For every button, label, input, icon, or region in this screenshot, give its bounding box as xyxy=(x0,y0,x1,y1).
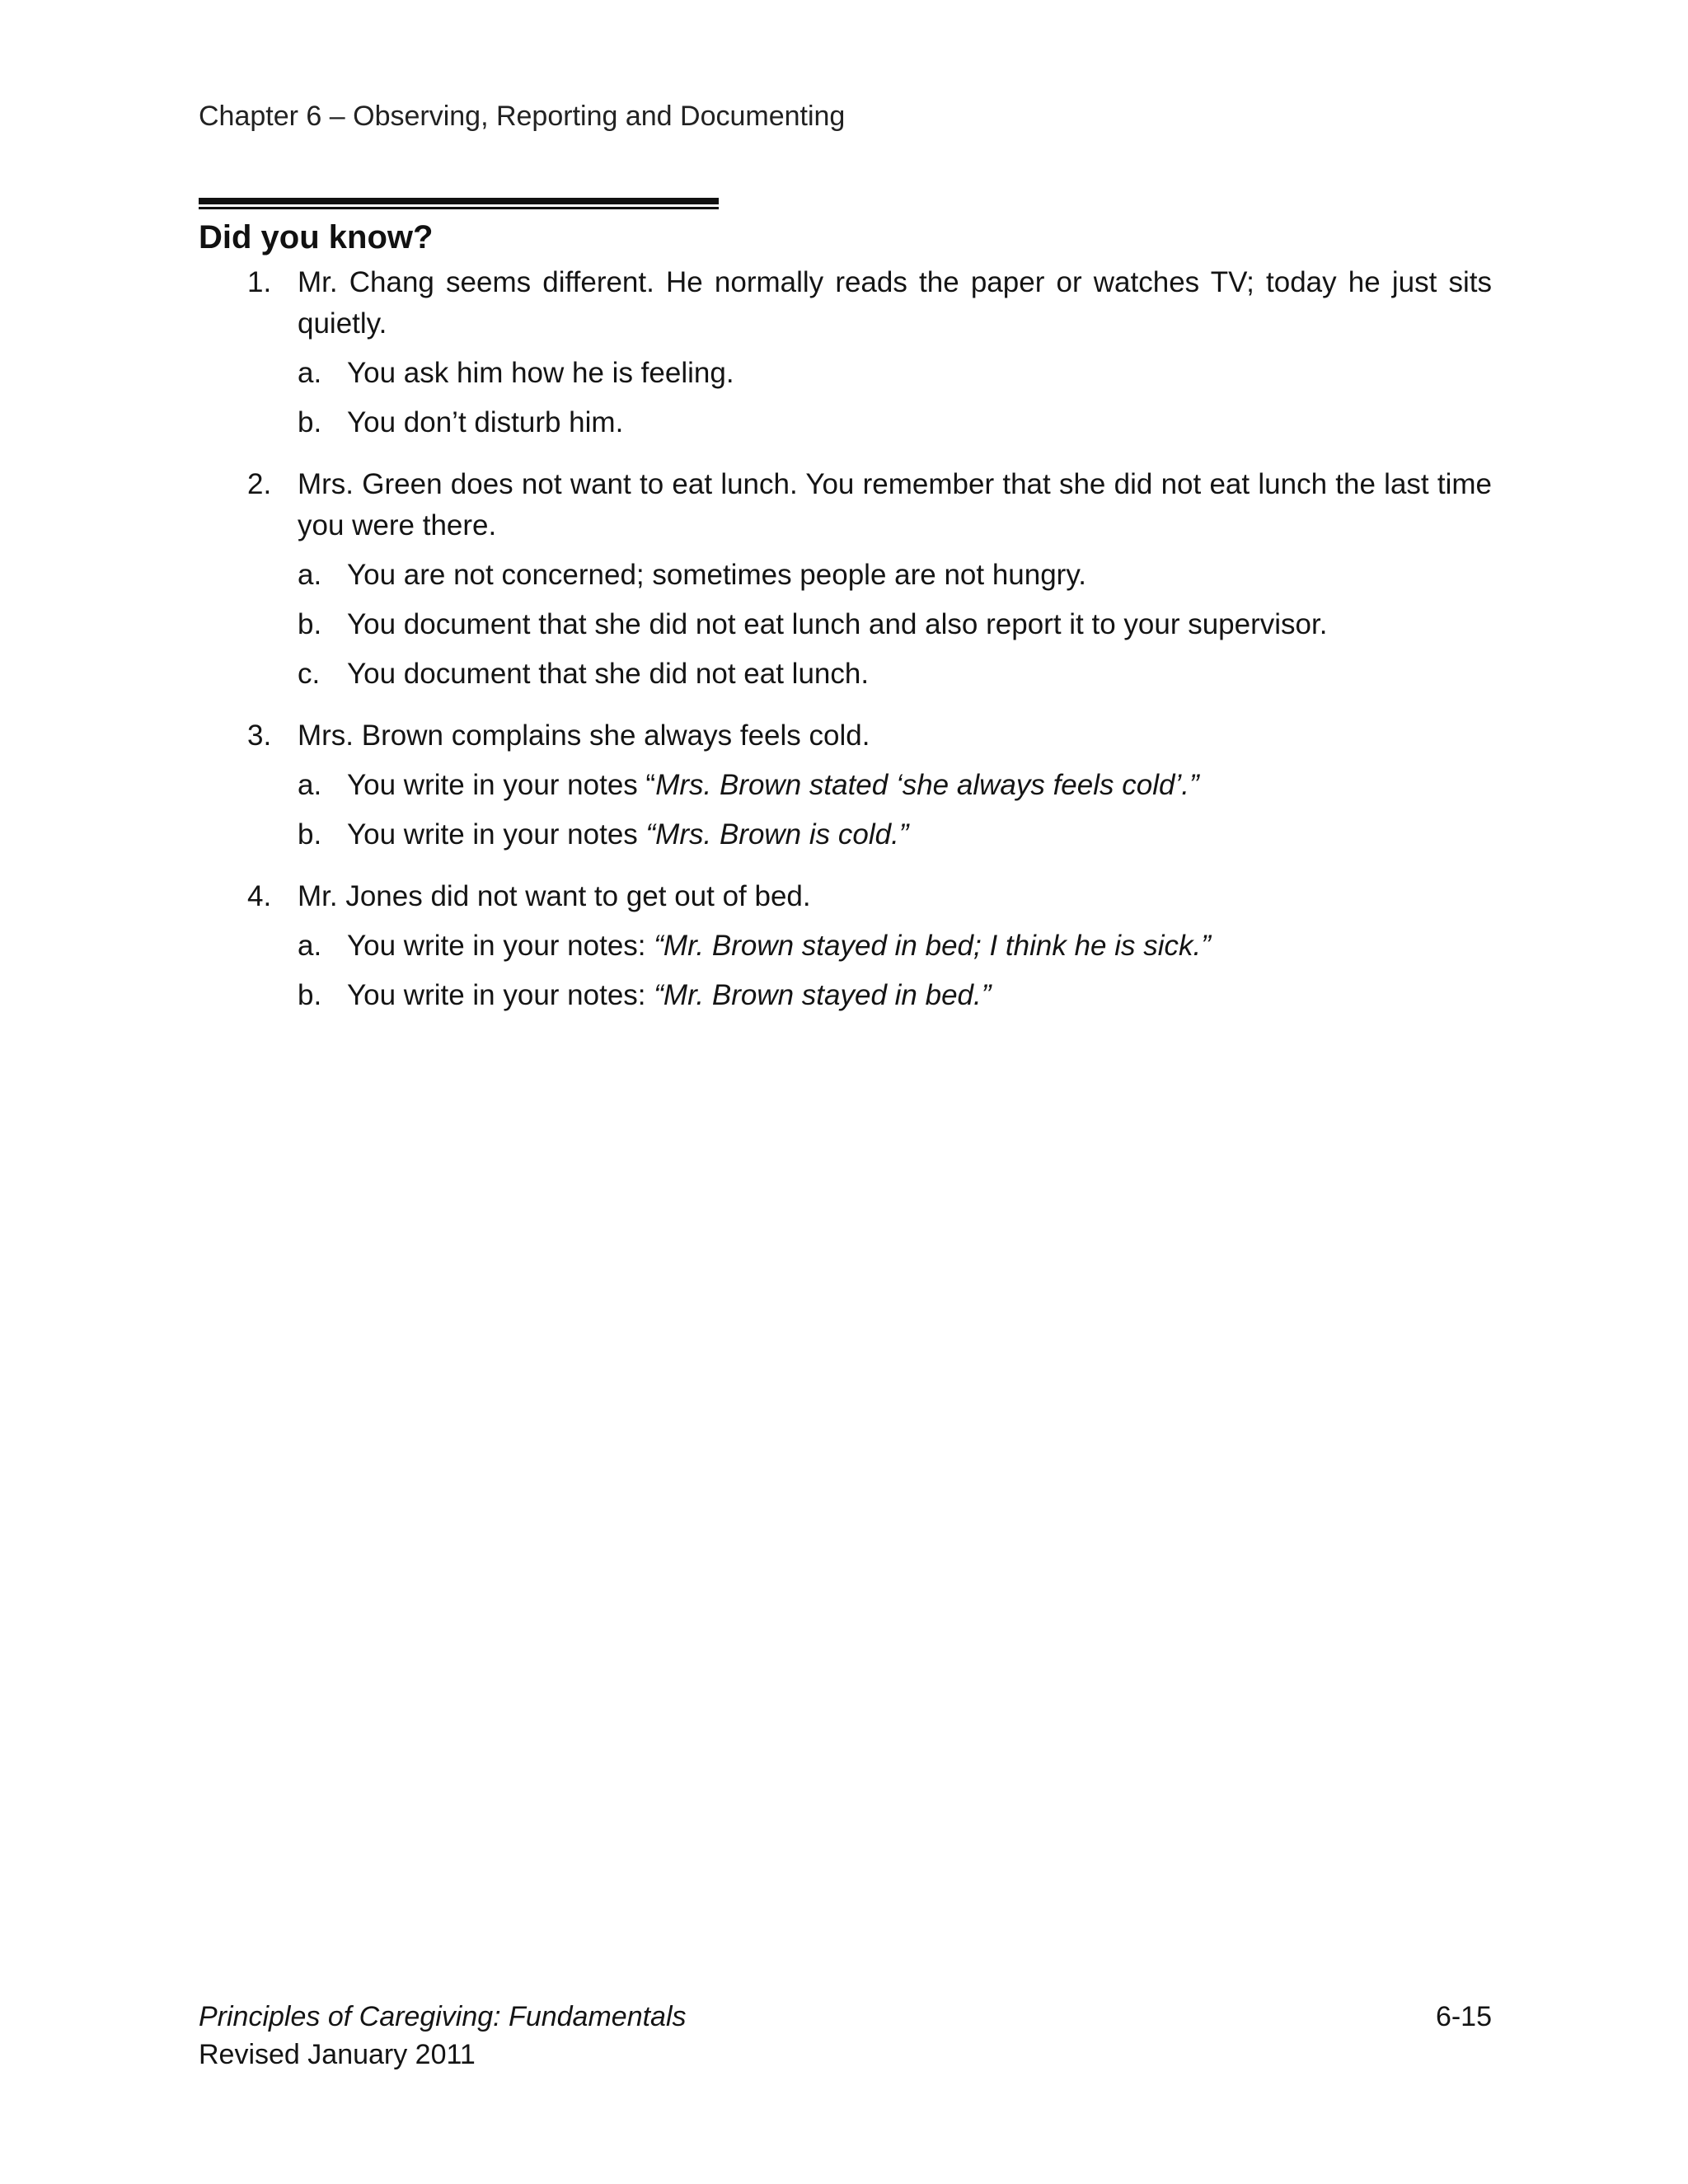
footer-book-title: Principles of Caregiving: Fundamentals xyxy=(199,2001,687,2032)
question-1 xyxy=(199,262,1492,443)
question-4 xyxy=(199,876,1492,1016)
option-letter: b. xyxy=(298,406,322,438)
question-list xyxy=(199,262,1492,1037)
option-4b xyxy=(298,975,1492,1016)
page-number: 6-15 xyxy=(1435,2001,1492,2032)
section-title: Did you know? xyxy=(199,219,434,255)
divider-thin-line xyxy=(199,207,719,209)
option-letter: b. xyxy=(298,979,322,1011)
option-quote: Mrs. Brown stated ‘she always feels cold’.” xyxy=(655,769,1199,801)
option-quote: “Mr. Brown stayed in bed.” xyxy=(654,979,992,1011)
option-2a xyxy=(298,555,1492,596)
option-text: You write in your notes: xyxy=(347,979,654,1011)
option-letter: b. xyxy=(298,818,322,851)
question-3 xyxy=(199,715,1492,855)
section-divider xyxy=(199,198,719,209)
option-letter: c. xyxy=(298,658,321,690)
question-number: 2. xyxy=(247,468,272,500)
option-1b xyxy=(298,402,1492,443)
option-2c xyxy=(298,654,1492,695)
option-4a xyxy=(298,926,1492,967)
option-text: You document that she did not eat lunch. xyxy=(347,658,870,690)
option-text: You write in your notes: xyxy=(347,930,654,962)
option-letter: a. xyxy=(298,559,322,591)
option-quote: “Mr. Brown stayed in bed; I think he is sick.” xyxy=(654,930,1211,962)
question-number: 3. xyxy=(247,719,272,752)
question-text: Mr. Jones did not want to get out of bed. xyxy=(298,880,811,912)
footer xyxy=(199,1998,687,2074)
option-text: You ask him how he is feeling. xyxy=(347,357,734,389)
question-text: Mrs. Green does not want to eat lunch. You remember that she did not eat lunch the last time you were there. xyxy=(298,468,1492,541)
option-text: You write in your notes “ xyxy=(347,769,656,801)
option-text: You document that she did not eat lunch and also report it to your supervisor. xyxy=(347,608,1328,640)
option-3b xyxy=(298,814,1492,855)
footer-revision: Revised January 2011 xyxy=(199,2039,476,2070)
option-letter: a. xyxy=(298,357,322,389)
option-letter: b. xyxy=(298,608,322,640)
option-text: You don’t disturb him. xyxy=(347,406,624,438)
option-text: You are not concerned; sometimes people are not hungry. xyxy=(347,559,1086,591)
option-3a xyxy=(298,765,1492,806)
question-number: 4. xyxy=(247,880,272,912)
option-letter: a. xyxy=(298,769,322,801)
option-letter: a. xyxy=(298,930,322,962)
option-quote: “Mrs. Brown is cold.” xyxy=(645,818,909,851)
question-text: Mrs. Brown complains she always feels cold. xyxy=(298,719,870,752)
option-2b xyxy=(298,604,1492,645)
option-text: You write in your notes xyxy=(347,818,646,851)
divider-thick-line xyxy=(199,198,719,204)
question-number: 1. xyxy=(247,266,272,298)
question-text: Mr. Chang seems different. He normally reads the paper or watches TV; today he just sits quietly. xyxy=(298,266,1492,340)
running-header: Chapter 6 – Observing, Reporting and Documenting xyxy=(199,101,846,132)
question-2 xyxy=(199,464,1492,695)
option-1a xyxy=(298,353,1492,394)
